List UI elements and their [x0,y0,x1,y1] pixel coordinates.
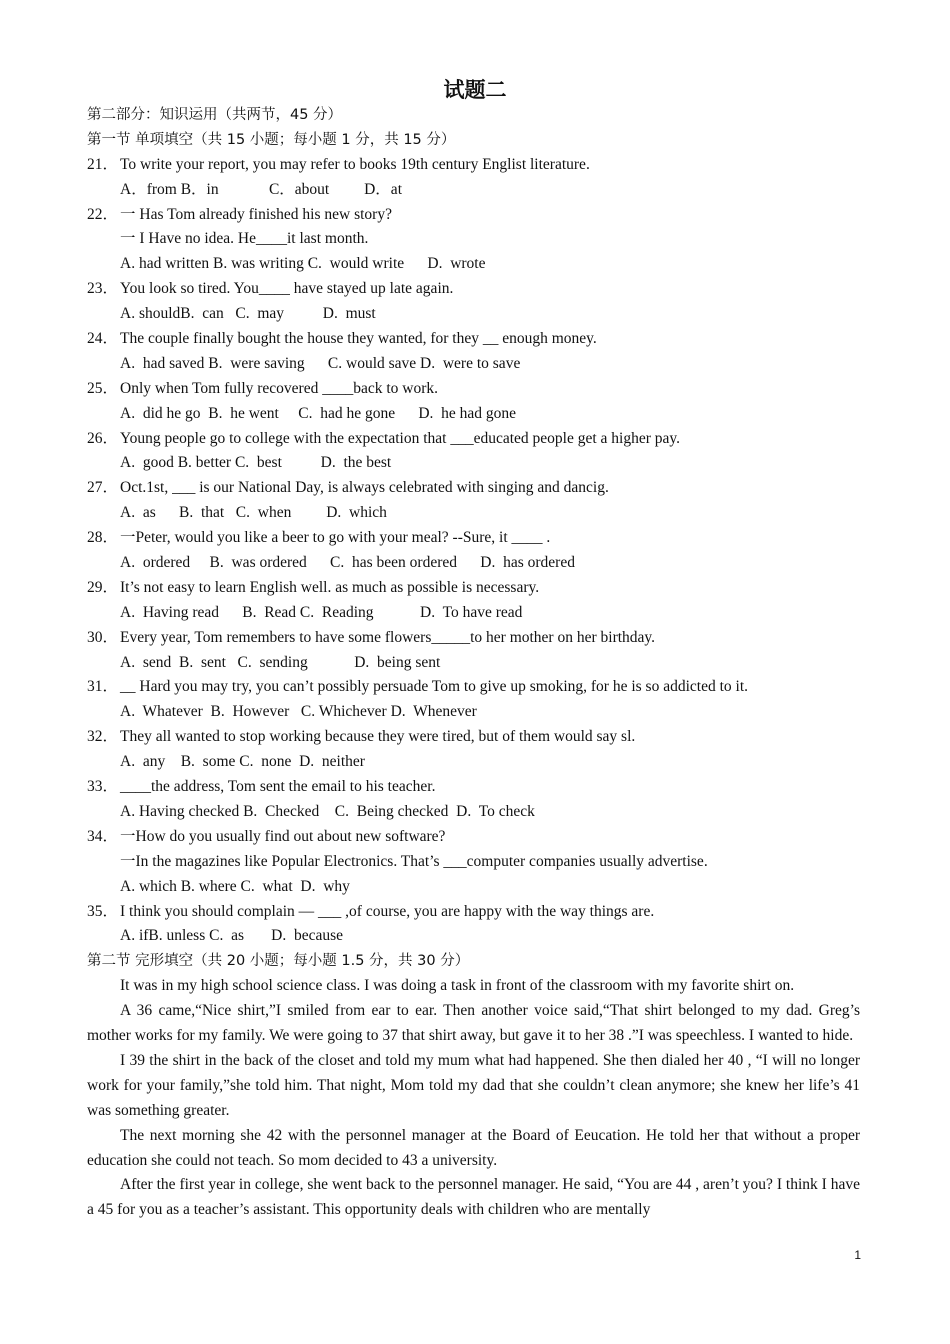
page-title: 试题二 [443,78,507,102]
question-number: 26． [87,429,119,447]
question-stem [87,850,860,875]
question-stem [87,377,860,402]
question-text: It’s not easy to learn English well. as much as possible is necessary. [120,578,540,596]
question-text: Young people go to college with the expectation that ___educated people get a higher pay. [120,429,680,447]
answer-options: A. shouldB. can C. may D. must [120,305,376,323]
answer-options: A. good B. better C. best D. the best [120,454,392,472]
question-stem [87,900,860,925]
question-text: 一Peter, would you like a beer to go with your meal? --Sure, it ____ . [120,529,551,547]
answer-options: A. had written B. was writing C. would write D. wrote [120,255,486,273]
question-number: 23． [87,280,119,298]
page-number: 1 [854,1248,861,1262]
question-text: To write your report, you may refer to books 19th century Englist literature. [120,155,590,173]
question-number: 25． [87,379,119,397]
question-text: They all wanted to stop working because they were tired, but of them would say sl. [120,728,636,746]
question-stem [87,825,860,850]
question-stem [87,725,860,750]
question-text: 一 I Have no idea. He____it last month. [120,230,369,248]
question-text: 一In the magazines like Popular Electronics. That’s ___computer companies usually advertise. [120,852,708,870]
question-number: 32． [87,728,119,746]
question-number: 22． [87,205,119,223]
question-stem [87,675,860,700]
document-body [87,103,860,1223]
question-number: 30． [87,628,119,646]
answer-options: A. which B. where C. what D. why [120,877,350,895]
cloze-passage [87,974,860,1223]
question-text: 一How do you usually find out about new software? [120,827,446,845]
answer-options: A. any B. some C. none D. neither [120,753,365,771]
answer-options: A. Whatever B. However C. Whichever D. Whenever [120,703,477,721]
question-number: 29． [87,578,119,596]
section2-heading: 第二节 完形填空（共 20 小题；每小题 1.5 分，共 30 分） [87,953,470,970]
question-number: 27． [87,479,119,497]
question-text: __ Hard you may try, you can’t possibly persuade Tom to give up smoking, for he is so addicted to it. [120,678,749,696]
question-stem [87,626,860,651]
question-stem [87,427,860,452]
question-number: 24． [87,330,119,348]
passage-paragraph: It was in my high school science class. I was doing a task in front of the classroom with my favorite shirt on. [120,977,795,995]
passage-paragraph: A 36 came,“Nice shirt,”I smiled from ear to ear. Then another voice said,“That shirt belonged to my dad. Greg’s mother works for my family. We were going to 37 that shirt away, but gave it to her 38 .”I was speechless. I wanted to hide. [87,1002,860,1044]
question-number: 35． [87,902,119,920]
answer-options: A. Having checked B. Checked C. Being checked D. To check [120,802,535,820]
question-text: The couple finally bought the house they wanted, for they __ enough money. [120,330,597,348]
section1-heading: 第一节 单项填空（共 15 小题；每小题 1 分，共 15 分） [87,131,456,148]
question-number: 21． [87,155,119,173]
question-list [87,153,860,950]
passage-paragraph: The next morning she 42 with the personnel manager at the Board of Eeucation. He told her that without a proper education she could not teach. So mom decided to 43 a university. [87,1126,860,1169]
question-text: ____the address, Tom sent the email to his teacher. [120,778,436,796]
question-number: 33． [87,778,119,796]
answer-options: A. send B. sent C. sending D. being sent [120,653,441,671]
question-stem [87,277,860,302]
question-stem [87,153,860,178]
question-stem [87,526,860,551]
question-text: You look so tired. You____ have stayed up late again. [120,280,454,298]
answer-options: A．from B．in C．about D．at [120,180,402,198]
answer-options: A. ordered B. was ordered C. has been ordered D. has ordered [120,554,575,572]
question-stem [87,327,860,352]
question-number: 31． [87,678,119,696]
question-text: Only when Tom fully recovered ____back to work. [120,379,439,397]
answer-options: A. as B. that C. when D. which [120,504,387,522]
passage-paragraph: After the first year in college, she went back to the personnel manager. He said, “You are 44 , aren’t you? I think I have a 45 for you as a teacher’s assistant. This opportunity deals with children who are mentally [87,1176,860,1219]
question-stem [87,775,860,800]
answer-options: A. ifB. unless C. as D. because [120,927,343,945]
answer-options: A. did he go B. he went C. had he gone D. he had gone [120,404,517,422]
question-text: Every year, Tom remembers to have some flowers_____to her mother on her birthday. [120,628,656,646]
question-number: 28． [87,529,119,547]
question-text: 一 Has Tom already finished his new story? [120,205,392,223]
part-heading: 第二部分：知识运用（共两节，45 分） [87,107,343,123]
question-stem [87,227,860,252]
question-stem [87,203,860,228]
answer-options: A. had saved B. were saving C. would save D. were to save [120,354,521,372]
question-text: Oct.1st, ___ is our National Day, is always celebrated with singing and dancig. [120,479,609,497]
question-stem [87,476,860,501]
question-text: I think you should complain — ___ ,of course, you are happy with the way things are. [120,902,655,920]
passage-paragraph: I 39 the shirt in the back of the closet and told my mum what had happened. She then dialed her 40 , “I will no longer work for your family,”she told him. That night, Mom told my dad that she couldn’t clean anymore; she knew her life’s 41 was something greater. [87,1051,860,1119]
answer-options: A. Having read B. Read C. Reading D. To have read [120,603,523,621]
question-number: 34． [87,827,119,845]
question-stem [87,576,860,601]
